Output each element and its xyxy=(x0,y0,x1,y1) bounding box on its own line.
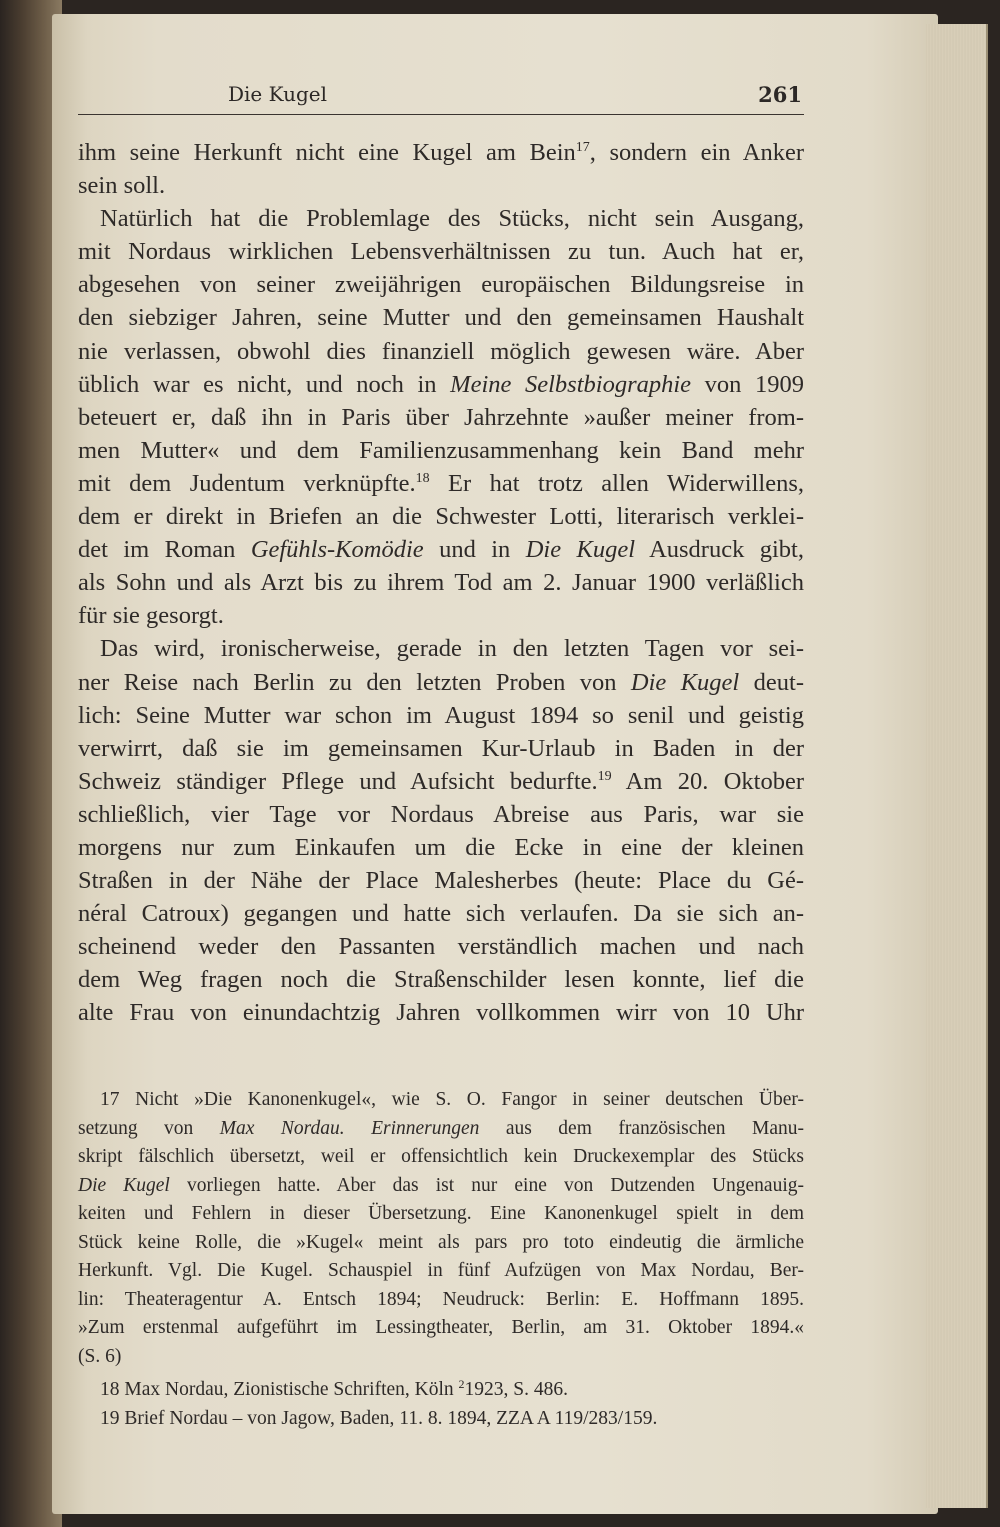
text-line: lich: Seine Mutter war schon im August 1894 so senil und geistig xyxy=(78,701,804,729)
main-text xyxy=(78,136,804,1030)
text-line: verwirrt, daß sie im gemeinsamen Kur-Urlaub in Baden in der xyxy=(78,734,804,762)
text-line: beteuert er, daß ihn in Paris über Jahrzehnte »außer meiner from- xyxy=(78,403,804,431)
text-line: für sie gesorgt. xyxy=(78,602,224,630)
footnotes xyxy=(78,1086,804,1433)
text-line: alte Frau von einundachtzig Jahren vollkommen wirr von 10 Uhr xyxy=(78,999,804,1027)
text-line: Natürlich hat die Problemlage des Stücks, nicht sein Ausgang, xyxy=(100,205,804,233)
text-line: men Mutter« und dem Familienzusammenhang kein Band mehr xyxy=(78,436,804,464)
book-title: Die Kugel xyxy=(525,536,636,564)
text-line: abgesehen von seiner zweijährigen europäischen Bildungsreise in xyxy=(78,271,804,299)
text-line: Straßen in der Nähe der Place Malesherbes (heute: Place du Gé- xyxy=(78,867,804,895)
footnote-19: 19 Brief Nordau – von Jagow, Baden, 11. 8. 1894, ZZA A 119/283/159. xyxy=(100,1407,658,1429)
footnote-line: skript fälschlich übersetzt, weil er offensichtlich kein Druckexemplar des Stücks xyxy=(78,1146,804,1167)
footnote-ref: 19 xyxy=(597,768,612,784)
footnote-line: Stück keine Rolle, die »Kugel« meint als pars pro toto eindeutig die ärmliche xyxy=(78,1231,804,1253)
footnote-17: 17 Nicht »Die Kanonenkugel«, wie S. O. Fangor in seiner deutschen Über- xyxy=(100,1089,805,1110)
book-title: Die Kugel xyxy=(78,1174,170,1196)
edition-number: 2 xyxy=(458,1377,465,1391)
footnote-line: Herkunft. Vgl. Die Kugel. Schauspiel in fünf Aufzügen von Max Nordau, Ber- xyxy=(78,1260,804,1281)
text-line: Das wird, ironischerweise, gerade in den letzten Tagen vor sei- xyxy=(100,635,804,663)
text-line: üblich war es nicht, und noch in Meine Selbstbiographie von 1909 xyxy=(78,370,805,398)
text-line: morgens nur zum Einkaufen um die Ecke in eine der kleinen xyxy=(78,833,804,861)
text-line: mit Nordaus wirklichen Lebensverhältnissen zu tun. Auch hat er, xyxy=(78,238,804,266)
footnote-18: 18 Max Nordau, Zionistische Schriften, Köln $^2$1923, S. 486. xyxy=(100,1377,569,1400)
text-line: dem er direkt in Briefen an die Schwester Lotti, literarisch verklei- xyxy=(78,503,804,531)
book-title: Meine Selbstbiographie xyxy=(450,370,692,398)
footnote-line: Die Kugel vorliegen hatte. Aber das ist nur eine von Dutzenden Ungenauig- xyxy=(78,1174,804,1196)
text-line: schließlich, vier Tage vor Nordaus Abreise aus Paris, war sie xyxy=(78,800,804,828)
text-line: als Sohn und als Arzt bis zu ihrem Tod am 2. Januar 1900 verläßlich xyxy=(78,569,804,597)
footnote-number: 19 xyxy=(100,1407,120,1429)
page-number: 261 xyxy=(758,82,802,107)
text-line: Schweiz ständiger Pflege und Aufsicht bedurfte.$^{19}$ Am 20. Oktober xyxy=(78,767,804,795)
page-edges xyxy=(926,24,988,1508)
book-title: Die Kugel xyxy=(630,668,740,696)
footnote-line: »Zum erstenmal aufgeführt im Lessingtheater, Berlin, am 31. Oktober 1894.« xyxy=(78,1317,804,1338)
text-line: det im Roman Gefühls-Komödie und in Die Kugel Ausdruck gibt, xyxy=(78,536,804,564)
text-line: dem Weg fragen noch die Straßenschilder lesen konnte, lief die xyxy=(78,966,804,994)
text-line: ihm seine Herkunft nicht eine Kugel am Bein$^{17}$, sondern ein Anker xyxy=(78,139,804,166)
footnote-ref: 18 xyxy=(415,470,430,486)
page-header xyxy=(78,82,804,115)
text-line: sein soll. xyxy=(78,172,166,200)
text-line: den siebziger Jahren, seine Mutter und den gemeinsamen Haushalt xyxy=(78,304,804,332)
book-title: Gefühls-Komödie xyxy=(250,536,424,564)
book-title: Max Nordau. Erinnerungen xyxy=(219,1117,480,1139)
footnote-number: 18 xyxy=(100,1379,120,1400)
text-line: mit dem Judentum verknüpfte.$^{18}$ Er hat trotz allen Widerwillens, xyxy=(78,469,804,497)
footnote-line: lin: Theateragentur A. Entsch 1894; Neudruck: Berlin: E. Hoffmann 1895. xyxy=(78,1288,804,1310)
footnote-number: 17 xyxy=(100,1089,120,1110)
text-line: nie verlassen, obwohl dies finanziell möglich gewesen wäre. Aber xyxy=(78,337,804,365)
footnote-line: (S. 6) xyxy=(78,1345,122,1367)
footnote-line: setzung von Max Nordau. Erinnerungen aus dem französischen Manu- xyxy=(78,1117,804,1139)
footnote-ref: 17 xyxy=(575,140,590,155)
text-line: néral Catroux) gegangen und hatte sich verlaufen. Da sie sich an- xyxy=(78,900,804,928)
running-title: Die Kugel xyxy=(228,82,328,106)
text-line: scheinend weder den Passanten verständlich machen und nach xyxy=(78,933,804,961)
footnote-line: keiten und Fehlern in dieser Übersetzung. Eine Kanonenkugel spielt in dem xyxy=(78,1203,804,1224)
text-line: ner Reise nach Berlin zu den letzten Proben von Die Kugel deut- xyxy=(78,668,805,696)
